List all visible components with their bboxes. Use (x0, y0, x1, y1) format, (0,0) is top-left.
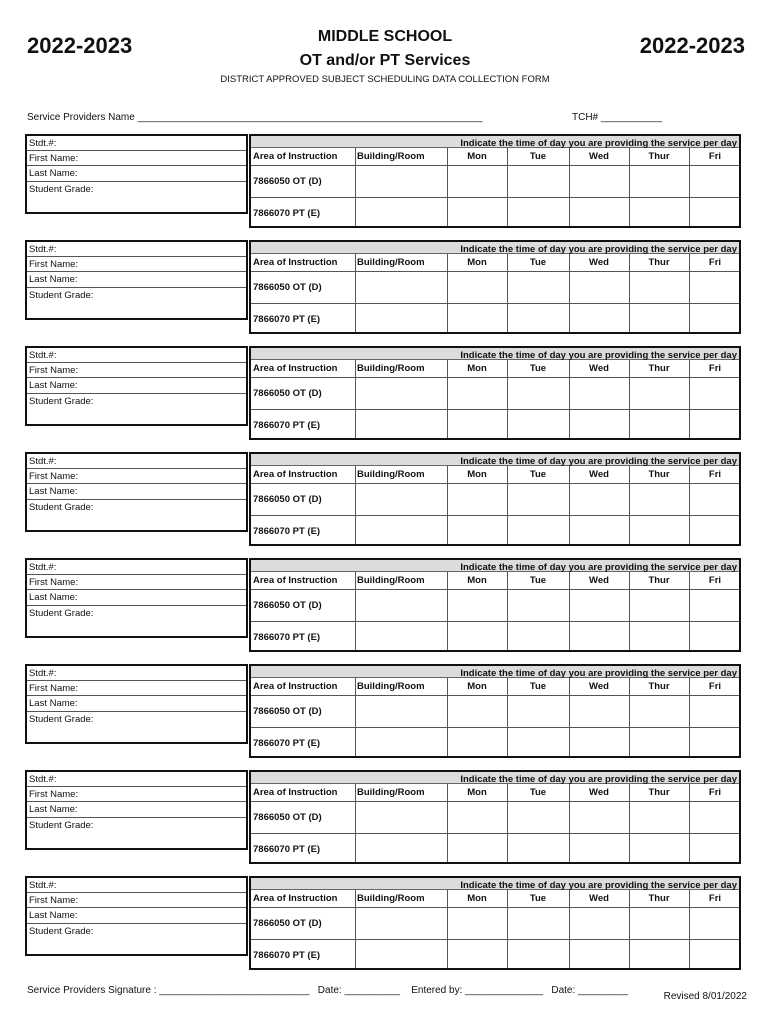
column-header: Fri (708, 257, 722, 268)
column-divider (689, 784, 690, 862)
column-divider (689, 678, 690, 756)
column-divider (569, 254, 570, 332)
student-field[interactable]: Stdt.#: (27, 560, 246, 575)
row-divider (251, 939, 739, 940)
column-divider (569, 360, 570, 438)
column-divider (689, 254, 690, 332)
student-field[interactable]: Stdt.#: (27, 242, 246, 257)
column-divider (569, 784, 570, 862)
service-provider-name-label: Service Providers Name (27, 112, 135, 123)
column-header: Tue (529, 893, 547, 904)
student-field[interactable]: Stdt.#: (27, 666, 246, 681)
student-field[interactable]: Last Name: (27, 590, 246, 605)
column-header: Building/Room (357, 469, 425, 480)
student-info-box (25, 876, 248, 956)
row-divider (251, 833, 739, 834)
row-divider (251, 197, 739, 198)
year-right: 2022-2023 (639, 33, 745, 58)
schedule-table (249, 134, 741, 228)
column-divider (355, 148, 356, 226)
column-header: Thur (648, 575, 670, 586)
column-header: Thur (648, 257, 670, 268)
column-header: Building/Room (357, 575, 425, 586)
student-field[interactable]: First Name: (27, 893, 246, 908)
student-field[interactable]: Stdt.#: (27, 348, 246, 363)
column-divider (447, 466, 448, 544)
column-divider (569, 572, 570, 650)
student-field[interactable]: Last Name: (27, 908, 246, 923)
column-header: Area of Instruction (253, 681, 338, 692)
row-divider (251, 621, 739, 622)
column-header: Tue (529, 257, 547, 268)
column-header: Tue (529, 151, 547, 162)
column-divider (355, 360, 356, 438)
column-header: Mon (467, 469, 487, 480)
student-info-box (25, 134, 248, 214)
column-header: Fri (708, 151, 722, 162)
column-header: Area of Instruction (253, 257, 338, 268)
row-divider (251, 377, 739, 378)
column-header: Tue (529, 363, 547, 374)
student-block (25, 346, 745, 442)
column-header: Fri (708, 469, 722, 480)
column-header: Area of Instruction (253, 469, 338, 480)
column-header: Building/Room (357, 257, 425, 268)
column-header: Wed (589, 257, 609, 268)
column-header: Fri (708, 787, 722, 798)
column-divider (629, 360, 630, 438)
student-field[interactable]: Stdt.#: (27, 878, 246, 893)
student-field[interactable]: First Name: (27, 257, 246, 272)
column-divider (447, 890, 448, 968)
page-title: MIDDLE SCHOOL (317, 28, 453, 45)
student-info-box (25, 346, 248, 426)
column-header: Mon (467, 575, 487, 586)
column-divider (507, 784, 508, 862)
schedule-instruction: Indicate the time of day you are providing the service per day (460, 244, 737, 255)
schedule-table (249, 558, 741, 652)
column-divider (447, 678, 448, 756)
row-divider (251, 589, 739, 590)
column-header: Fri (708, 893, 722, 904)
column-divider (689, 890, 690, 968)
column-divider (355, 890, 356, 968)
student-field[interactable]: First Name: (27, 469, 246, 484)
instruction-row-label: 7866050 OT (D) (253, 600, 322, 611)
instruction-row-label: 7866070 PT (E) (253, 314, 321, 325)
column-header: Tue (529, 575, 547, 586)
column-divider (689, 572, 690, 650)
column-header: Area of Instruction (253, 575, 338, 586)
column-header: Wed (589, 469, 609, 480)
student-field[interactable]: Student Grade: (29, 183, 94, 195)
column-header: Building/Room (357, 681, 425, 692)
instruction-row-label: 7866050 OT (D) (253, 706, 322, 717)
column-divider (629, 254, 630, 332)
column-divider (447, 784, 448, 862)
student-field[interactable]: Student Grade: (29, 289, 94, 301)
row-divider (251, 801, 739, 802)
column-header: Area of Instruction (253, 893, 338, 904)
schedule-instruction: Indicate the time of day you are providing the service per day (460, 668, 737, 679)
column-divider (629, 148, 630, 226)
schedule-table (249, 452, 741, 546)
instruction-row-label: 7866070 PT (E) (253, 632, 321, 643)
column-divider (629, 572, 630, 650)
instruction-row-label: 7866070 PT (E) (253, 208, 321, 219)
footer-signature-line[interactable]: Service Providers Signature : ___________________________ Date: __________ Entered by: ______________ Date: _________ (27, 985, 629, 996)
column-divider (447, 360, 448, 438)
instruction-row-label: 7866070 PT (E) (253, 738, 321, 749)
form-description: DISTRICT APPROVED SUBJECT SCHEDULING DATA COLLECTION FORM (220, 74, 550, 85)
column-divider (355, 466, 356, 544)
column-header: Building/Room (357, 893, 425, 904)
column-header: Tue (529, 469, 547, 480)
column-divider (507, 572, 508, 650)
instruction-row-label: 7866050 OT (D) (253, 494, 322, 505)
column-header: Wed (589, 893, 609, 904)
column-divider (689, 360, 690, 438)
instruction-row-label: 7866050 OT (D) (253, 388, 322, 399)
signature-label: Service Providers Signature : (27, 985, 157, 996)
column-divider (447, 254, 448, 332)
student-block (25, 770, 745, 866)
schedule-table (249, 346, 741, 440)
column-header: Area of Instruction (253, 787, 338, 798)
student-block (25, 240, 745, 336)
student-field[interactable]: Student Grade: (29, 819, 94, 831)
service-provider-name-field[interactable]: Service Providers Name ______________________________________________________________ (27, 112, 483, 123)
column-divider (629, 466, 630, 544)
schedule-instruction: Indicate the time of day you are providing the service per day (460, 774, 737, 785)
column-divider (569, 466, 570, 544)
instruction-row-label: 7866050 OT (D) (253, 918, 322, 929)
row-divider (251, 515, 739, 516)
column-divider (355, 678, 356, 756)
schedule-instruction: Indicate the time of day you are providing the service per day (460, 456, 737, 467)
student-field[interactable]: First Name: (27, 787, 246, 802)
student-field[interactable]: Student Grade: (29, 607, 94, 619)
instruction-row-label: 7866070 PT (E) (253, 526, 321, 537)
schedule-table (249, 770, 741, 864)
student-field[interactable]: Last Name: (27, 802, 246, 817)
column-divider (629, 890, 630, 968)
student-info-box (25, 452, 248, 532)
column-header: Thur (648, 893, 670, 904)
student-field[interactable]: First Name: (27, 681, 246, 696)
student-block (25, 876, 745, 972)
column-divider (355, 254, 356, 332)
column-header: Mon (467, 151, 487, 162)
row-divider (251, 695, 739, 696)
column-divider (689, 148, 690, 226)
schedule-table (249, 876, 741, 970)
row-divider (251, 727, 739, 728)
schedule-instruction: Indicate the time of day you are providing the service per day (460, 350, 737, 361)
column-header: Building/Room (357, 151, 425, 162)
column-header: Thur (648, 787, 670, 798)
student-field[interactable]: First Name: (27, 363, 246, 378)
student-field[interactable]: Student Grade: (29, 925, 94, 937)
schedule-table (249, 664, 741, 758)
column-divider (689, 466, 690, 544)
column-divider (447, 148, 448, 226)
column-header: Fri (708, 575, 722, 586)
page-subtitle: OT and/or PT Services (299, 52, 471, 69)
student-field[interactable]: Stdt.#: (27, 454, 246, 469)
column-divider (355, 784, 356, 862)
student-field[interactable]: First Name: (27, 575, 246, 590)
date2-label: Date: (551, 985, 576, 996)
column-header: Mon (467, 257, 487, 268)
column-header: Wed (589, 363, 609, 374)
column-divider (569, 148, 570, 226)
instruction-row-label: 7866070 PT (E) (253, 950, 321, 961)
column-header: Wed (589, 151, 609, 162)
student-info-box (25, 770, 248, 850)
year-left: 2022-2023 (27, 33, 133, 58)
row-divider (251, 483, 739, 484)
student-info-box (25, 240, 248, 320)
column-header: Area of Instruction (253, 151, 338, 162)
column-divider (507, 678, 508, 756)
student-field[interactable]: Last Name: (27, 696, 246, 711)
column-header: Wed (589, 681, 609, 692)
column-divider (507, 466, 508, 544)
student-field[interactable]: Stdt.#: (27, 136, 246, 151)
row-divider (251, 409, 739, 410)
tch-label: TCH# (572, 112, 599, 123)
column-header: Fri (708, 681, 722, 692)
column-header: Mon (467, 893, 487, 904)
entered-by-label: Entered by: (411, 985, 463, 996)
instruction-row-label: 7866050 OT (D) (253, 282, 322, 293)
column-divider (355, 572, 356, 650)
instruction-row-label: 7866070 PT (E) (253, 420, 321, 431)
column-divider (569, 678, 570, 756)
student-field[interactable]: Stdt.#: (27, 772, 246, 787)
row-divider (251, 907, 739, 908)
column-header: Tue (529, 787, 547, 798)
row-divider (251, 271, 739, 272)
student-block (25, 558, 745, 654)
student-block (25, 134, 745, 230)
column-header: Building/Room (357, 787, 425, 798)
column-header: Mon (467, 681, 487, 692)
column-header: Thur (648, 363, 670, 374)
column-header: Mon (467, 787, 487, 798)
student-field[interactable]: Student Grade: (29, 395, 94, 407)
revised-date: Revised 8/01/2022 (663, 991, 747, 1002)
student-block (25, 452, 745, 548)
column-divider (629, 784, 630, 862)
column-header: Mon (467, 363, 487, 374)
column-header: Thur (648, 151, 670, 162)
column-divider (507, 254, 508, 332)
instruction-row-label: 7866050 OT (D) (253, 812, 322, 823)
row-divider (251, 303, 739, 304)
column-divider (569, 890, 570, 968)
schedule-table (249, 240, 741, 334)
schedule-instruction: Indicate the time of day you are providing the service per day (460, 880, 737, 891)
column-divider (507, 890, 508, 968)
student-info-box (25, 664, 248, 744)
column-header: Tue (529, 681, 547, 692)
student-info-box (25, 558, 248, 638)
column-divider (507, 360, 508, 438)
column-header: Thur (648, 681, 670, 692)
row-divider (251, 165, 739, 166)
student-field[interactable]: Last Name: (27, 378, 246, 393)
student-field[interactable]: First Name: (27, 151, 246, 166)
column-header: Area of Instruction (253, 363, 338, 374)
column-divider (507, 148, 508, 226)
column-header: Fri (708, 363, 722, 374)
column-divider (629, 678, 630, 756)
schedule-instruction: Indicate the time of day you are providing the service per day (460, 562, 737, 573)
column-header: Thur (648, 469, 670, 480)
tch-field[interactable]: TCH# ___________ (572, 112, 663, 123)
date-label: Date: (317, 985, 342, 996)
column-header: Wed (589, 787, 609, 798)
student-block (25, 664, 745, 760)
schedule-instruction: Indicate the time of day you are providing the service per day (460, 138, 737, 149)
instruction-row-label: 7866050 OT (D) (253, 176, 322, 187)
column-header: Wed (589, 575, 609, 586)
student-field[interactable]: Student Grade: (29, 501, 94, 513)
column-divider (447, 572, 448, 650)
instruction-row-label: 7866070 PT (E) (253, 844, 321, 855)
student-field[interactable]: Student Grade: (29, 713, 94, 725)
student-field[interactable]: Last Name: (27, 272, 246, 287)
student-field[interactable]: Last Name: (27, 166, 246, 181)
student-field[interactable]: Last Name: (27, 484, 246, 499)
column-header: Building/Room (357, 363, 425, 374)
